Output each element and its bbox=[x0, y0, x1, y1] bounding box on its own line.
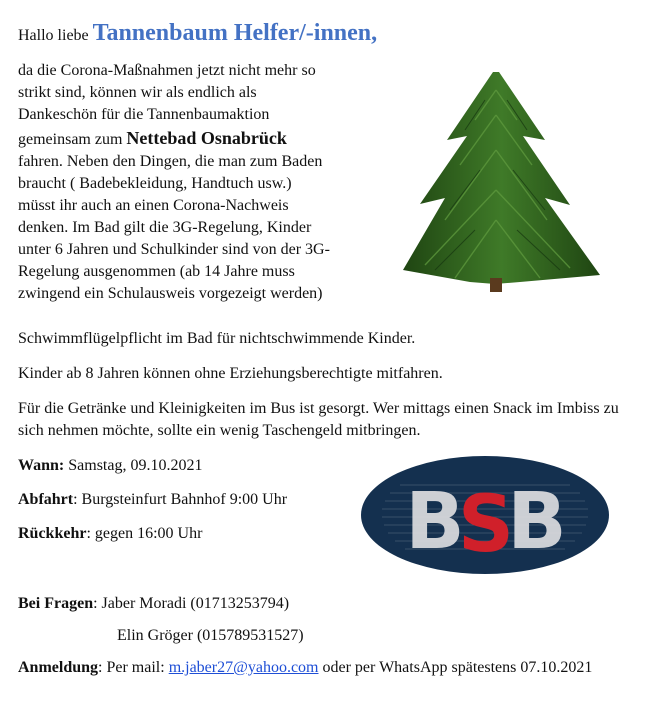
contact-primary: : Jaber Moradi (01713253794) bbox=[93, 595, 290, 612]
intro-line: fahren. Neben den Dingen, die man zum Baden bbox=[18, 153, 323, 170]
intro-line: strikt sind, können wir als endlich als bbox=[18, 84, 257, 101]
return-label: Rückkehr bbox=[18, 525, 87, 542]
departure-label: Abfahrt bbox=[18, 491, 74, 508]
greeting-line bbox=[18, 18, 377, 51]
intro-line: Regelung ausgenommen (ab 14 Jahre muss bbox=[18, 263, 295, 280]
when-label: Wann: bbox=[18, 457, 65, 474]
svg-text:B: B bbox=[507, 477, 567, 567]
christmas-tree-icon bbox=[395, 70, 620, 295]
registration-row bbox=[18, 657, 638, 679]
destination-name: Nettebad Osnabrück bbox=[126, 128, 287, 148]
greeting-prefix: Hallo liebe bbox=[18, 27, 93, 44]
registration-label: Anmeldung bbox=[18, 659, 99, 676]
return-value: : gegen 16:00 Uhr bbox=[86, 525, 203, 542]
intro-line: müsst ihr auch an einen Corona-Nachweis bbox=[18, 197, 289, 214]
registration-prefix: : Per mail: bbox=[98, 659, 169, 676]
intro-line: braucht ( Badebekleidung, Handtuch usw.) bbox=[18, 175, 292, 192]
intro-line-prefix: gemeinsam zum bbox=[18, 131, 127, 148]
intro-paragraph bbox=[18, 60, 398, 305]
page-title: Tannenbaum Helfer/-innen, bbox=[92, 20, 378, 46]
registration-suffix: oder per WhatsApp spätestens 07.10.2021 bbox=[318, 659, 593, 676]
when-value: Samstag, 09.10.2021 bbox=[64, 457, 203, 474]
questions-row bbox=[18, 593, 289, 615]
svg-text:S: S bbox=[457, 480, 515, 570]
intro-line bbox=[18, 126, 398, 151]
refreshments-note: Für die Getränke und Kleinigkeiten im Bus ist gesorgt. Wer mittags einen Snack im Imbiss zu sich nehmen möchte, sollte ein wenig Taschengeld mitbringen. bbox=[18, 400, 619, 439]
questions-label: Bei Fragen bbox=[18, 595, 94, 612]
return-row bbox=[18, 523, 202, 545]
intro-line: Dankeschön für die Tannenbaumaktion bbox=[18, 106, 270, 123]
contact-secondary: Elin Gröger (015789531527) bbox=[117, 627, 304, 644]
when-row bbox=[18, 455, 202, 477]
email-link[interactable]: m.jaber27@yahoo.com bbox=[168, 659, 319, 676]
intro-line: da die Corona-Maßnahmen jetzt nicht mehr so bbox=[18, 62, 316, 79]
departure-value: : Burgsteinfurt Bahnhof 9:00 Uhr bbox=[73, 491, 288, 508]
swim-aid-note: Schwimmflügelpflicht im Bad für nichtschwimmende Kinder. bbox=[18, 330, 416, 347]
svg-text:B: B bbox=[405, 477, 465, 567]
intro-line: unter 6 Jahren und Schulkinder sind von der 3G- bbox=[18, 241, 330, 258]
departure-row bbox=[18, 489, 287, 511]
intro-line: denken. Im Bad gilt die 3G-Regelung, Kinder bbox=[18, 219, 312, 236]
intro-line: zwingend ein Schulausweis vorgezeigt werden) bbox=[18, 285, 323, 302]
bsb-logo bbox=[360, 455, 610, 575]
children-note: Kinder ab 8 Jahren können ohne Erziehungsberechtigte mitfahren. bbox=[18, 365, 443, 382]
